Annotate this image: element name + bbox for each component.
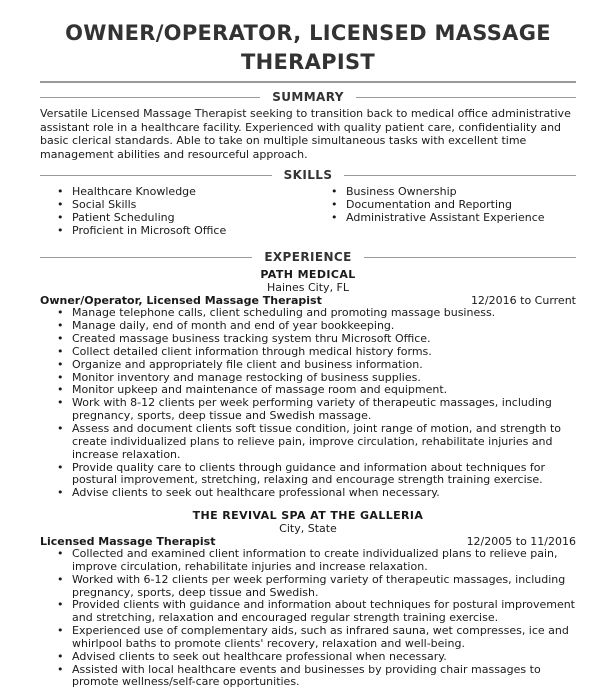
job-role: Owner/Operator, Licensed Massage Therapist [40, 294, 322, 308]
job-bullet: • Collected and examined client information to create individualized plans to relieve pain, improve circulation, rehabilitate injuries and increase relaxation. [54, 548, 576, 574]
job-bullet: • Advise clients to seek out healthcare professional when necessary. [54, 487, 576, 500]
job-bullets [40, 548, 576, 689]
job-bullet: • Experienced use of complementary aids, such as infrared sauna, wet compresses, ice and whirlpool baths to promote clients' recovery, relaxation and well-being. [54, 625, 576, 651]
job-dates: 12/2016 to Current [470, 294, 576, 308]
experience-heading [40, 249, 576, 265]
resume-title: OWNER/OPERATOR, LICENSED MASSAGE THERAPIST [65, 21, 551, 74]
skill-item: • Business Ownership [328, 185, 576, 198]
summary-heading-label: SUMMARY [272, 90, 344, 104]
skills-heading-label: SKILLS [283, 168, 333, 183]
job-bullet: • Advised clients to seek out healthcare professional when necessary. [54, 651, 576, 664]
job-bullets [40, 307, 576, 500]
job-bullet: • Provided clients with guidance and information about techniques for postural improvement and stretching, relaxation and encouraged regular strength training exercise. [54, 599, 576, 625]
experience-heading-label: EXPERIENCE [264, 250, 352, 265]
job-bullet: • Assess and document clients soft tissue condition, joint range of motion, and strength to create individualized plans to relieve pain, improve circulation, rehabilitate injuries and increase relaxation. [54, 423, 576, 462]
summary-text: Versatile Licensed Massage Therapist seeking to transition back to medical office administrative assistant role in a healthcare facility. Experienced with quality patient care, confidentiality and basic clerical standards. Able to take on multiple simultaneous tasks with excellent time management abilities and resourceful approach. [40, 107, 571, 161]
job-location: Haines City, FL [266, 281, 350, 295]
job-bullet: • Manage daily, end of month and end of year bookkeeping. [54, 320, 576, 333]
title-divider [40, 81, 576, 83]
skill-item: • Healthcare Knowledge [54, 185, 328, 198]
skill-item: • Administrative Assistant Experience [328, 211, 576, 224]
skill-item: • Documentation and Reporting [328, 198, 576, 211]
job-bullet: • Created massage business tracking system thru Microsoft Office. [54, 333, 576, 346]
job-role: Licensed Massage Therapist [40, 535, 216, 549]
skills-heading [40, 167, 576, 183]
job-bullet: • Worked with 6-12 clients per week performing variety of therapeutic massages, including pregnancy, sports, deep tissue and Swedish. [54, 574, 576, 600]
job-bullet: • Organize and appropriately file client and business information. [54, 359, 576, 372]
job-location: City, State [279, 522, 337, 536]
job-bullet: • Manage telephone calls, client scheduling and promoting massage business. [54, 307, 576, 320]
summary-heading [40, 89, 576, 105]
job-company: THE REVIVAL SPA AT THE GALLERIA [192, 509, 424, 523]
job-dates: 12/2005 to 11/2016 [466, 535, 576, 549]
job-bullet: • Assisted with local healthcare events and businesses by providing chair massages to promote wellness/self-care opportunities. [54, 664, 576, 690]
skill-item: • Proficient in Microsoft Office [54, 224, 328, 237]
job-bullet: • Monitor inventory and manage restocking of business supplies. [54, 372, 576, 385]
job-bullet: • Monitor upkeep and maintenance of massage room and equipment. [54, 384, 576, 397]
skill-item: • Social Skills [54, 198, 328, 211]
skills-column-right [328, 185, 576, 237]
job-bullet: • Provide quality care to clients through guidance and information about techniques for postural improvement, stretching, relaxing and encourage strength training exercise. [54, 462, 576, 488]
job-bullet: • Work with 8-12 clients per week performing variety of therapeutic massages, including pregnancy, sports, deep tissue and Swedish massage. [54, 397, 576, 423]
skill-item: • Patient Scheduling [54, 211, 328, 224]
skills-column-left [40, 185, 328, 237]
job-bullet: • Collect detailed client information through medical history forms. [54, 346, 576, 359]
job-company: PATH MEDICAL [260, 268, 356, 282]
skills-list [40, 185, 576, 237]
